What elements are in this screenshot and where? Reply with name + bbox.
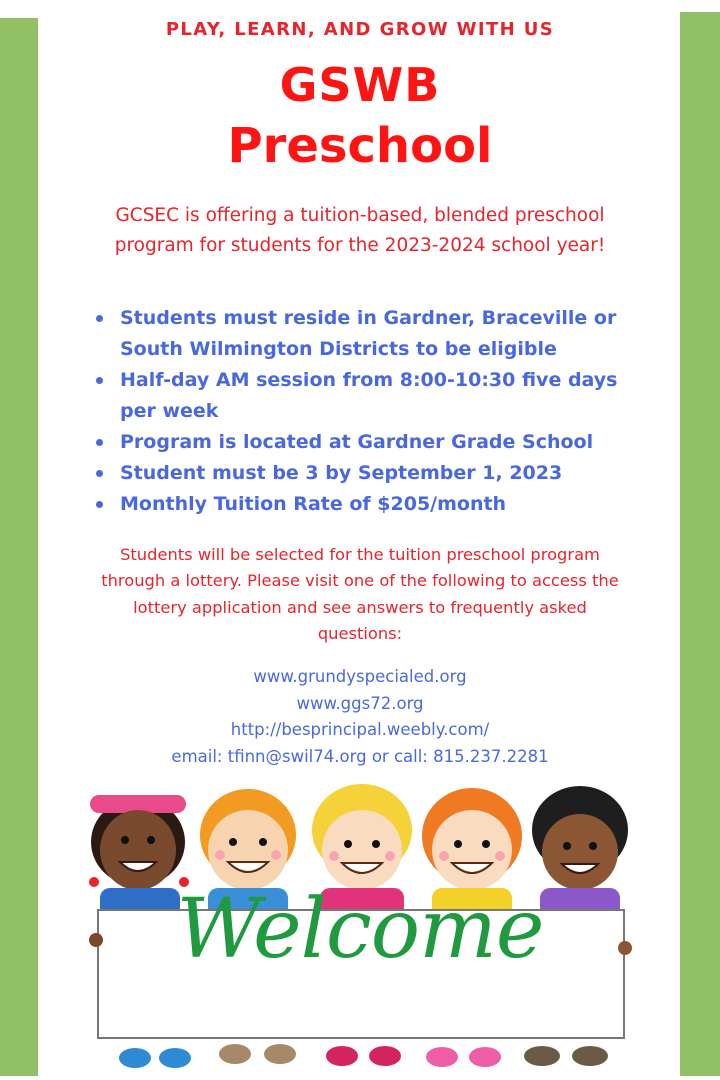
bullet-dot xyxy=(96,439,103,446)
list-item xyxy=(96,458,656,489)
tagline: PLAY, LEARN, AND GROW WITH US xyxy=(165,19,555,40)
kids-welcome-illustration xyxy=(80,770,640,1075)
list-item xyxy=(96,303,656,365)
bullet-dot xyxy=(96,315,103,322)
list-item xyxy=(96,365,656,427)
contact-links xyxy=(0,664,720,770)
list-item-text: Student must be 3 by September 1, 2023 xyxy=(120,462,563,484)
list-item xyxy=(96,489,656,520)
bullet-dot xyxy=(96,470,103,477)
contact-email-phone[interactable]: email: tfinn@swil74.org or call: 815.237.2281 xyxy=(171,746,549,766)
link-besprincipal[interactable]: http://besprincipal.weebly.com/ xyxy=(230,720,490,739)
bullet-dot xyxy=(96,501,103,508)
left-green-border xyxy=(0,18,38,1076)
lottery-paragraph: Students will be selected for the tuition preschool program through a lottery. Please visit one of the following to access the lottery application and see answers to frequently asked questions: xyxy=(101,545,619,643)
title-line-1: GSWB xyxy=(279,58,441,112)
list-item-text: Monthly Tuition Rate of $205/month xyxy=(120,493,507,515)
list-item-text: Half-day AM session from 8:00-10:30 five days per week xyxy=(120,369,618,422)
intro-paragraph: GCSEC is offering a tuition-based, blended preschool program for students for the 2023-2024 school year! xyxy=(114,205,606,256)
list-item-text: Students must reside in Gardner, Braceville or South Wilmington Districts to be eligible xyxy=(120,307,617,360)
link-grundyspecialed[interactable]: www.grundyspecialed.org xyxy=(253,667,467,686)
requirements-list xyxy=(96,303,656,520)
kids-shoes xyxy=(119,1044,608,1068)
welcome-sign-text: Welcome xyxy=(176,882,544,977)
bullet-dot xyxy=(96,377,103,384)
link-ggs72[interactable]: www.ggs72.org xyxy=(296,693,424,713)
list-item-text: Program is located at Gardner Grade School xyxy=(120,431,594,453)
title-line-2: Preschool xyxy=(227,118,493,174)
list-item xyxy=(96,427,656,458)
